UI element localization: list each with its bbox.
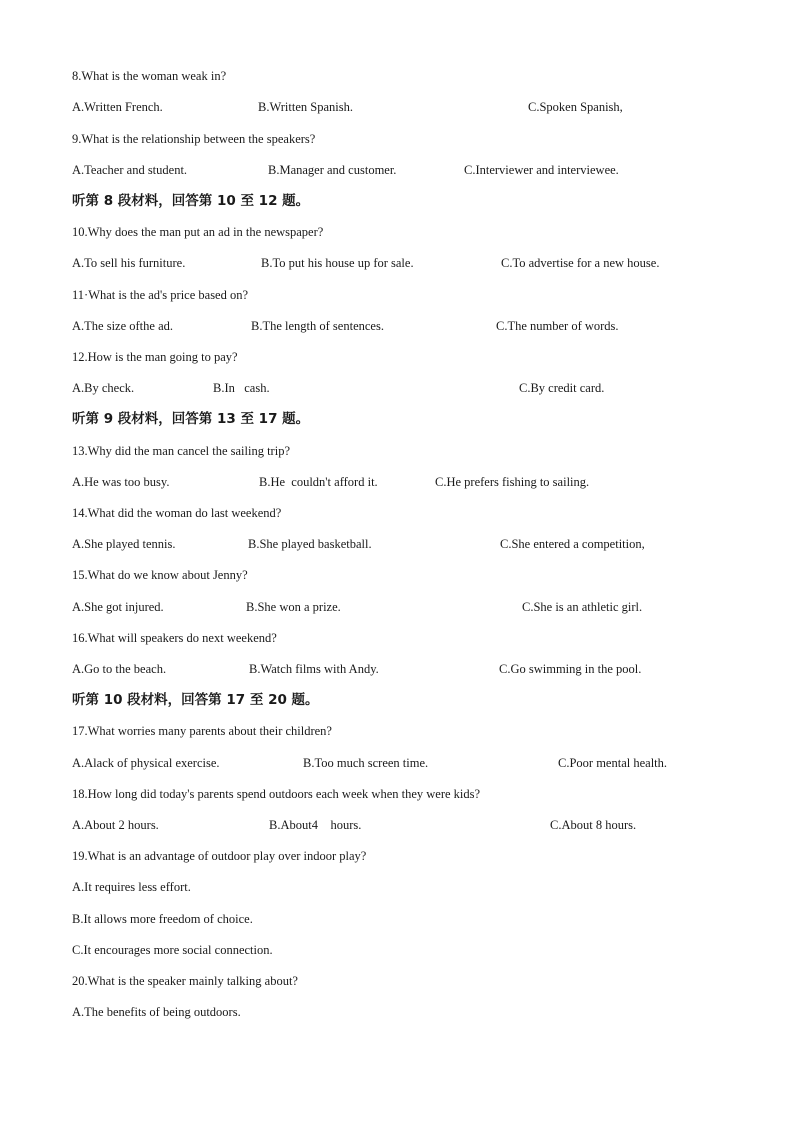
option-c: C.She is an athletic girl. <box>522 600 643 614</box>
question-17: 17.What worries many parents about their children? <box>72 724 332 738</box>
option-a: A.Teacher and student. <box>72 163 188 177</box>
option-c: C.Interviewer and interviewee. <box>464 163 619 177</box>
question-9: 9.What is the relationship between the speakers? <box>72 132 316 146</box>
question-16: 16.What will speakers do next weekend? <box>72 631 277 645</box>
option-a: A.To sell his furniture. <box>72 256 186 270</box>
option-c: C.She entered a competition, <box>500 537 645 551</box>
question-10: 10.Why does the man put an ad in the newspaper? <box>72 225 324 239</box>
option-c: C.The number of words. <box>496 319 619 333</box>
question-18-options <box>72 815 754 835</box>
option-a: A.She played tennis. <box>72 537 176 551</box>
option-b: B.Manager and customer. <box>268 163 397 177</box>
section-heading-8: 听第 8 段材料，回答第 10 至 12 题。 <box>72 193 310 209</box>
question-9-options <box>72 160 754 180</box>
question-18: 18.How long did today's parents spend outdoors each week when they were kids? <box>72 787 481 801</box>
option-c: C.Go swimming in the pool. <box>499 662 642 676</box>
option-c: C.Spoken Spanish, <box>528 100 623 114</box>
option-a: A.Written French. <box>72 100 163 114</box>
question-20: 20.What is the speaker mainly talking about? <box>72 974 298 988</box>
option-b: B.The length of sentences. <box>251 319 384 333</box>
option-b: B.To put his house up for sale. <box>261 256 414 270</box>
question-8: 8.What is the woman weak in? <box>72 69 227 83</box>
option-b: B.She played basketball. <box>248 537 372 551</box>
question-19-option-a: A.It requires less effort. <box>72 880 191 894</box>
option-c: C.He prefers fishing to sailing. <box>435 475 590 489</box>
question-10-options <box>72 253 754 273</box>
option-c: C.To advertise for a new house. <box>501 256 660 270</box>
option-b: B.Watch films with Andy. <box>249 662 379 676</box>
option-b: B.She won a prize. <box>246 600 341 614</box>
question-19-option-b: B.It allows more freedom of choice. <box>72 912 253 926</box>
question-12-options <box>72 378 754 398</box>
question-13-options <box>72 472 754 492</box>
question-15-options <box>72 597 754 617</box>
option-a: A.She got injured. <box>72 600 164 614</box>
question-11: 11·What is the ad's price based on? <box>72 288 249 302</box>
question-11-options <box>72 316 754 336</box>
question-16-options <box>72 659 754 679</box>
option-b: B.In cash. <box>213 381 270 395</box>
option-a: A.Go to the beach. <box>72 662 167 676</box>
question-15: 15.What do we know about Jenny? <box>72 568 248 582</box>
option-c: C.Poor mental health. <box>558 756 668 770</box>
question-19: 19.What is an advantage of outdoor play over indoor play? <box>72 849 367 863</box>
question-14-options <box>72 534 754 554</box>
option-a: A.Alack of physical exercise. <box>72 756 220 770</box>
section-heading-10: 听第 10 段材料，回答第 17 至 20 题。 <box>72 692 319 708</box>
question-17-options <box>72 753 754 773</box>
option-a: A.About 2 hours. <box>72 818 159 832</box>
question-8-options <box>72 97 754 117</box>
option-a: A.The size ofthe ad. <box>72 319 174 333</box>
question-19-option-c: C.It encourages more social connection. <box>72 943 273 957</box>
question-12: 12.How is the man going to pay? <box>72 350 238 364</box>
option-b: B.He couldn't afford it. <box>259 475 378 489</box>
section-heading-9: 听第 9 段材料，回答第 13 至 17 题。 <box>72 411 310 427</box>
option-c: C.By credit card. <box>519 381 605 395</box>
question-14: 14.What did the woman do last weekend? <box>72 506 282 520</box>
option-a: A.He was too busy. <box>72 475 170 489</box>
option-b: B.Too much screen time. <box>303 756 429 770</box>
option-a: A.By check. <box>72 381 135 395</box>
option-b: B.Written Spanish. <box>258 100 353 114</box>
option-c: C.About 8 hours. <box>550 818 637 832</box>
question-13: 13.Why did the man cancel the sailing trip? <box>72 444 290 458</box>
option-b: B.About4 hours. <box>269 818 362 832</box>
question-20-option-a: A.The benefits of being outdoors. <box>72 1005 241 1019</box>
